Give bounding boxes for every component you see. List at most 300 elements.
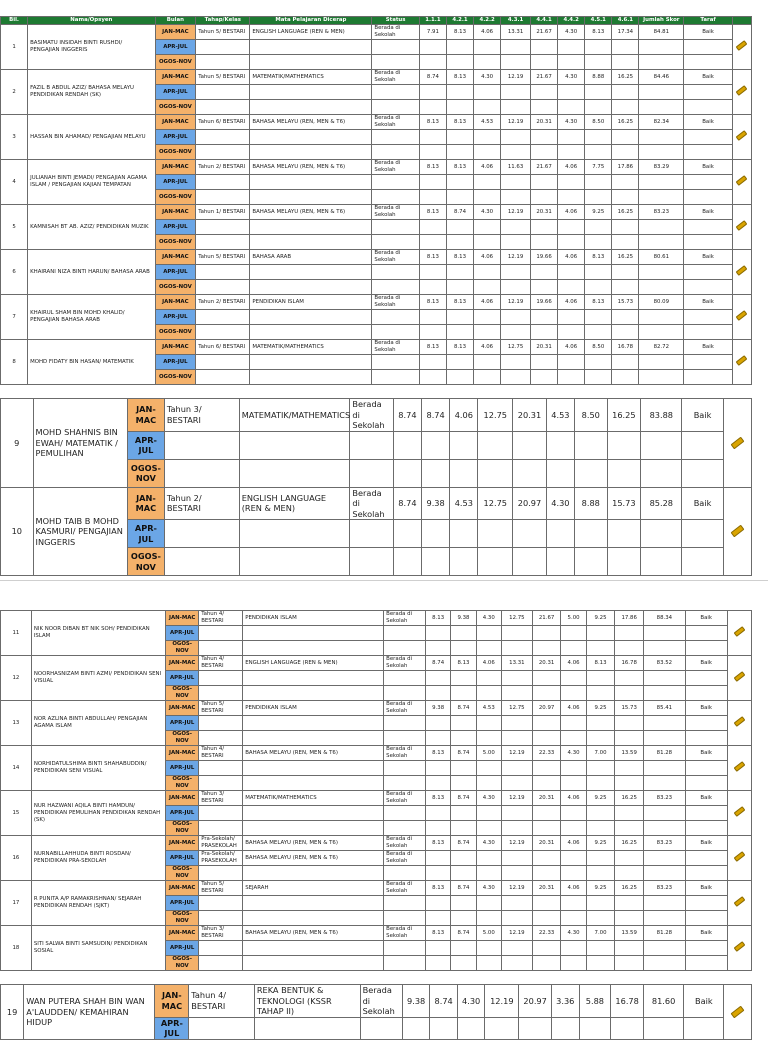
empty-cell <box>476 626 501 641</box>
empty-cell <box>530 325 557 340</box>
teacher-name: KAMNISAH BT AB. AZIZ/ PENDIDIKAN MUZIK <box>28 205 155 250</box>
col-header-status: Status <box>372 17 419 25</box>
pencil-icon <box>733 671 745 682</box>
score-taraf: Baik <box>685 611 727 626</box>
empty-cell <box>250 85 372 100</box>
score-v2: 8.74 <box>451 701 476 716</box>
teacher-name: WAN PUTERA SHAH BIN WAN A'LAUDDEN/ KEMAHIRAN HIDUP <box>24 985 155 1040</box>
score-v7: 8.88 <box>585 70 612 85</box>
month-jan-mac: JAN-MAC <box>155 25 196 40</box>
empty-cell <box>419 55 446 70</box>
empty-cell <box>615 626 644 641</box>
score-v1: 8.13 <box>419 250 446 265</box>
empty-cell <box>239 520 350 548</box>
empty-cell <box>476 731 501 746</box>
empty-cell <box>530 370 557 385</box>
subject: PENDIDIKAN ISLAM <box>243 611 384 626</box>
empty-cell <box>384 626 426 641</box>
empty-cell <box>501 130 531 145</box>
col-header-4-4-2: 4.4.2 <box>558 17 585 25</box>
edit-button[interactable] <box>723 399 751 488</box>
class-level: Tahun 5/ BESTARI <box>199 701 243 716</box>
score-v8: 13.59 <box>615 926 644 941</box>
empty-cell <box>164 520 239 548</box>
empty-cell <box>501 355 531 370</box>
pencil-icon <box>730 436 744 449</box>
score-v4: 12.19 <box>501 791 532 806</box>
col-header-taraf: Taraf <box>684 17 733 25</box>
score-v5: 20.31 <box>532 656 561 671</box>
month-ogos-nov: OGOS-NOV <box>166 731 199 746</box>
score-v3: 4.06 <box>474 160 501 175</box>
empty-cell <box>196 370 250 385</box>
empty-cell <box>615 686 644 701</box>
row-number: 6 <box>1 250 28 295</box>
empty-cell <box>586 866 615 881</box>
empty-cell <box>532 716 561 731</box>
score-v7: 8.13 <box>586 656 615 671</box>
empty-cell <box>574 431 607 459</box>
empty-cell <box>532 761 561 776</box>
class-level: Pra-Sekolah/ PRASEKOLAH <box>199 851 243 866</box>
empty-cell <box>196 355 250 370</box>
empty-cell <box>546 431 574 459</box>
empty-cell <box>419 40 446 55</box>
empty-cell <box>372 235 419 250</box>
status: Berada di Sekolah <box>372 205 419 220</box>
empty-cell <box>612 325 639 340</box>
empty-cell <box>474 280 501 295</box>
empty-cell <box>530 235 557 250</box>
empty-cell <box>682 459 723 487</box>
empty-cell <box>199 821 243 836</box>
subject: REKA BENTUK & TEKNOLOGI (KSSR TAHAP II) <box>254 985 360 1018</box>
empty-cell <box>426 731 451 746</box>
edit-button[interactable] <box>727 881 751 926</box>
empty-cell <box>639 85 684 100</box>
score-total: 80.61 <box>639 250 684 265</box>
edit-button[interactable] <box>732 340 751 385</box>
empty-cell <box>513 431 547 459</box>
status: Berada di Sekolah <box>350 399 393 432</box>
class-level: Tahun 6/ BESTARI <box>196 340 250 355</box>
month-apr-jul: APR-JUL <box>166 626 199 641</box>
empty-cell <box>419 145 446 160</box>
empty-cell <box>350 431 393 459</box>
col-header-name: Nama/Opsyen <box>28 17 155 25</box>
empty-cell <box>639 220 684 235</box>
score-v7: 8.13 <box>585 25 612 40</box>
score-v6: 4.06 <box>558 295 585 310</box>
empty-cell <box>561 911 586 926</box>
empty-cell <box>250 325 372 340</box>
class-level: Tahun 4/ BESTARI <box>189 985 255 1018</box>
empty-cell <box>586 941 615 956</box>
empty-cell <box>451 731 476 746</box>
score-v2: 8.13 <box>446 340 473 355</box>
empty-cell <box>607 431 641 459</box>
empty-cell <box>639 370 684 385</box>
empty-cell <box>643 731 685 746</box>
edit-button[interactable] <box>724 985 752 1040</box>
empty-cell <box>196 55 250 70</box>
score-taraf: Baik <box>684 205 733 220</box>
month-jan-mac: JAN-MAC <box>155 70 196 85</box>
table-row <box>1 656 752 671</box>
empty-cell <box>372 220 419 235</box>
empty-cell <box>393 459 421 487</box>
empty-cell <box>684 280 733 295</box>
empty-cell <box>426 716 451 731</box>
empty-cell <box>530 85 557 100</box>
empty-cell <box>639 355 684 370</box>
score-v8: 15.73 <box>612 295 639 310</box>
empty-cell <box>250 265 372 280</box>
score-taraf: Baik <box>684 70 733 85</box>
status: Berada di Sekolah <box>384 791 426 806</box>
score-v8: 16.25 <box>612 115 639 130</box>
pencil-icon <box>736 265 748 276</box>
score-taraf: Baik <box>684 160 733 175</box>
score-v7: 8.50 <box>585 340 612 355</box>
empty-cell <box>196 85 250 100</box>
empty-cell <box>450 459 478 487</box>
edit-button[interactable] <box>732 25 751 70</box>
empty-cell <box>685 941 727 956</box>
empty-cell <box>532 956 561 971</box>
score-v2: 9.38 <box>422 487 450 520</box>
month-apr-jul: APR-JUL <box>155 130 196 145</box>
empty-cell <box>384 866 426 881</box>
empty-cell <box>615 776 644 791</box>
score-v1: 8.74 <box>426 656 451 671</box>
edit-button[interactable] <box>732 115 751 160</box>
pencil-icon <box>736 355 748 366</box>
empty-cell <box>639 325 684 340</box>
table-row <box>1 836 752 851</box>
empty-cell <box>641 520 682 548</box>
empty-cell <box>684 355 733 370</box>
edit-button[interactable] <box>727 746 751 791</box>
empty-cell <box>546 548 574 576</box>
empty-cell <box>196 325 250 340</box>
score-v5: 21.67 <box>530 160 557 175</box>
edit-button[interactable] <box>732 160 751 205</box>
score-v7: 9.25 <box>586 701 615 716</box>
empty-cell <box>250 235 372 250</box>
col-header-total: Jumlah Skor <box>639 17 684 25</box>
score-v7: 7.75 <box>585 160 612 175</box>
empty-cell <box>450 548 478 576</box>
score-v6: 4.06 <box>561 701 586 716</box>
teacher-name: SITI SALWA BINTI SAMSUDIN/ PENDIDIKAN SOSIAL <box>31 926 165 971</box>
empty-cell <box>615 806 644 821</box>
empty-cell <box>615 956 644 971</box>
empty-cell <box>585 325 612 340</box>
empty-cell <box>199 626 243 641</box>
empty-cell <box>532 641 561 656</box>
empty-cell <box>501 280 531 295</box>
empty-cell <box>474 325 501 340</box>
col-header-4-4-1: 4.4.1 <box>530 17 557 25</box>
score-v1: 9.38 <box>402 985 430 1018</box>
empty-cell <box>612 100 639 115</box>
empty-cell <box>639 100 684 115</box>
score-v6: 4.06 <box>561 836 586 851</box>
month-jan-mac: JAN-MAC <box>166 791 199 806</box>
empty-cell <box>586 716 615 731</box>
score-v8: 17.86 <box>615 611 644 626</box>
month-apr-jul: APR-JUL <box>155 85 196 100</box>
empty-cell <box>250 40 372 55</box>
score-v1: 8.13 <box>419 205 446 220</box>
empty-cell <box>250 190 372 205</box>
score-total: 83.23 <box>643 881 685 896</box>
empty-cell <box>384 671 426 686</box>
empty-cell <box>196 100 250 115</box>
score-v6: 4.30 <box>558 25 585 40</box>
month-jan-mac: JAN-MAC <box>155 160 196 175</box>
empty-cell <box>612 145 639 160</box>
empty-cell <box>419 310 446 325</box>
teacher-name: KHAIRUL SHAM BIN MOHD KHALID/ PENGAJIAN BAHASA ARAB <box>28 295 155 340</box>
empty-cell <box>530 355 557 370</box>
score-v1: 9.38 <box>426 701 451 716</box>
score-v1: 8.13 <box>419 295 446 310</box>
score-total: 83.52 <box>643 656 685 671</box>
empty-cell <box>196 145 250 160</box>
empty-cell <box>501 821 532 836</box>
empty-cell <box>685 716 727 731</box>
empty-cell <box>196 235 250 250</box>
empty-cell <box>615 731 644 746</box>
table-row <box>1 205 752 220</box>
empty-cell <box>641 431 682 459</box>
empty-cell <box>585 280 612 295</box>
empty-cell <box>685 866 727 881</box>
empty-cell <box>239 459 350 487</box>
pencil-icon <box>733 626 745 637</box>
empty-cell <box>474 190 501 205</box>
empty-cell <box>393 520 421 548</box>
empty-cell <box>350 459 393 487</box>
empty-cell <box>558 235 585 250</box>
empty-cell <box>532 866 561 881</box>
table-body <box>1 399 752 576</box>
empty-cell <box>450 431 478 459</box>
score-v7: 7.00 <box>586 926 615 941</box>
score-v2: 8.13 <box>446 115 473 130</box>
empty-cell <box>501 265 531 280</box>
score-total: 85.41 <box>643 701 685 716</box>
empty-cell <box>684 265 733 280</box>
score-v5: 21.67 <box>532 611 561 626</box>
row-number: 17 <box>1 881 32 926</box>
empty-cell <box>250 220 372 235</box>
empty-cell <box>360 1017 402 1039</box>
empty-cell <box>419 280 446 295</box>
empty-cell <box>615 896 644 911</box>
month-ogos-nov: OGOS-NOV <box>166 641 199 656</box>
empty-cell <box>196 220 250 235</box>
class-level: Tahun 5/ BESTARI <box>196 250 250 265</box>
empty-cell <box>558 190 585 205</box>
empty-cell <box>558 220 585 235</box>
empty-cell <box>561 851 586 866</box>
score-v2: 8.74 <box>451 836 476 851</box>
empty-cell <box>585 40 612 55</box>
empty-cell <box>684 55 733 70</box>
table-row <box>1 115 752 130</box>
empty-cell <box>639 175 684 190</box>
edit-button[interactable] <box>727 926 751 971</box>
score-v2: 8.13 <box>446 25 473 40</box>
edit-button[interactable] <box>732 295 751 340</box>
empty-cell <box>243 716 384 731</box>
empty-cell <box>199 896 243 911</box>
empty-cell <box>561 671 586 686</box>
empty-cell <box>586 761 615 776</box>
score-v8: 16.25 <box>615 881 644 896</box>
score-v7: 9.25 <box>586 881 615 896</box>
empty-cell <box>476 941 501 956</box>
empty-cell <box>196 190 250 205</box>
status: Berada di Sekolah <box>384 611 426 626</box>
empty-cell <box>474 220 501 235</box>
empty-cell <box>372 100 419 115</box>
empty-cell <box>585 100 612 115</box>
empty-cell <box>532 686 561 701</box>
score-v2: 8.74 <box>422 399 450 432</box>
empty-cell <box>474 100 501 115</box>
empty-cell <box>372 280 419 295</box>
empty-cell <box>426 911 451 926</box>
empty-cell <box>476 821 501 836</box>
empty-cell <box>639 265 684 280</box>
empty-cell <box>501 686 532 701</box>
empty-cell <box>643 896 685 911</box>
empty-cell <box>586 641 615 656</box>
month-apr-jul: APR-JUL <box>155 355 196 370</box>
edit-button[interactable] <box>732 250 751 295</box>
score-taraf: Baik <box>684 295 733 310</box>
empty-cell <box>685 776 727 791</box>
empty-cell <box>501 776 532 791</box>
class-level: Tahun 5/ BESTARI <box>196 70 250 85</box>
month-apr-jul: APR-JUL <box>155 40 196 55</box>
empty-cell <box>164 431 239 459</box>
empty-cell <box>476 851 501 866</box>
empty-cell <box>474 175 501 190</box>
empty-cell <box>243 866 384 881</box>
empty-cell <box>250 145 372 160</box>
empty-cell <box>372 190 419 205</box>
empty-cell <box>501 310 531 325</box>
empty-cell <box>451 866 476 881</box>
empty-cell <box>419 265 446 280</box>
score-v7: 5.88 <box>579 985 611 1018</box>
empty-cell <box>384 911 426 926</box>
edit-button[interactable] <box>727 656 751 701</box>
empty-cell <box>446 40 473 55</box>
empty-cell <box>446 85 473 100</box>
col-header-4-2-2: 4.2.2 <box>474 17 501 25</box>
subject: PENDIDIKAN ISLAM <box>243 701 384 716</box>
month-apr-jul: APR-JUL <box>155 220 196 235</box>
col-header-action <box>732 17 751 25</box>
edit-button[interactable] <box>727 836 751 881</box>
edit-button[interactable] <box>723 487 751 576</box>
score-v2: 8.74 <box>451 881 476 896</box>
empty-cell <box>612 190 639 205</box>
empty-cell <box>643 641 685 656</box>
score-v7: 9.25 <box>585 205 612 220</box>
empty-cell <box>384 896 426 911</box>
empty-cell <box>501 731 532 746</box>
score-total: 80.09 <box>639 295 684 310</box>
empty-cell <box>561 731 586 746</box>
score-v5: 20.97 <box>513 487 547 520</box>
empty-cell <box>243 731 384 746</box>
empty-cell <box>419 130 446 145</box>
teacher-name: NOR AZLINA BINTI ABDULLAH/ PENGAJIAN AGAMA ISLAM <box>31 701 165 746</box>
empty-cell <box>384 731 426 746</box>
edit-button[interactable] <box>732 70 751 115</box>
empty-cell <box>682 520 723 548</box>
score-v3: 4.06 <box>476 656 501 671</box>
empty-cell <box>243 941 384 956</box>
edit-button[interactable] <box>727 611 751 656</box>
empty-cell <box>561 761 586 776</box>
empty-cell <box>612 85 639 100</box>
empty-cell <box>501 911 532 926</box>
status: Berada di Sekolah <box>384 701 426 716</box>
pencil-icon <box>736 310 748 321</box>
row-number: 4 <box>1 160 28 205</box>
empty-cell <box>476 641 501 656</box>
status: Berada di Sekolah <box>350 487 393 520</box>
empty-cell <box>199 911 243 926</box>
month-jan-mac: JAN-MAC <box>166 881 199 896</box>
evaluation-table-page-4 <box>0 984 752 1038</box>
score-v4: 13.31 <box>501 25 531 40</box>
edit-button[interactable] <box>727 791 751 836</box>
edit-button[interactable] <box>727 701 751 746</box>
score-total: 81.28 <box>643 746 685 761</box>
table-body <box>1 611 752 971</box>
empty-cell <box>639 145 684 160</box>
month-jan-mac: JAN-MAC <box>155 295 196 310</box>
table-row <box>1 70 752 85</box>
month-ogos-nov: OGOS-NOV <box>155 370 196 385</box>
empty-cell <box>585 85 612 100</box>
score-v6: 5.00 <box>561 611 586 626</box>
empty-cell <box>639 190 684 205</box>
table-row <box>1 250 752 265</box>
empty-cell <box>530 130 557 145</box>
empty-cell <box>446 130 473 145</box>
score-v8: 16.78 <box>615 656 644 671</box>
score-v6: 4.30 <box>558 115 585 130</box>
empty-cell <box>532 896 561 911</box>
month-ogos-nov: OGOS-NOV <box>155 145 196 160</box>
col-header-no: Bil. <box>1 17 28 25</box>
edit-button[interactable] <box>732 205 751 250</box>
pencil-icon <box>733 716 745 727</box>
empty-cell <box>196 175 250 190</box>
empty-cell <box>476 761 501 776</box>
empty-cell <box>685 761 727 776</box>
